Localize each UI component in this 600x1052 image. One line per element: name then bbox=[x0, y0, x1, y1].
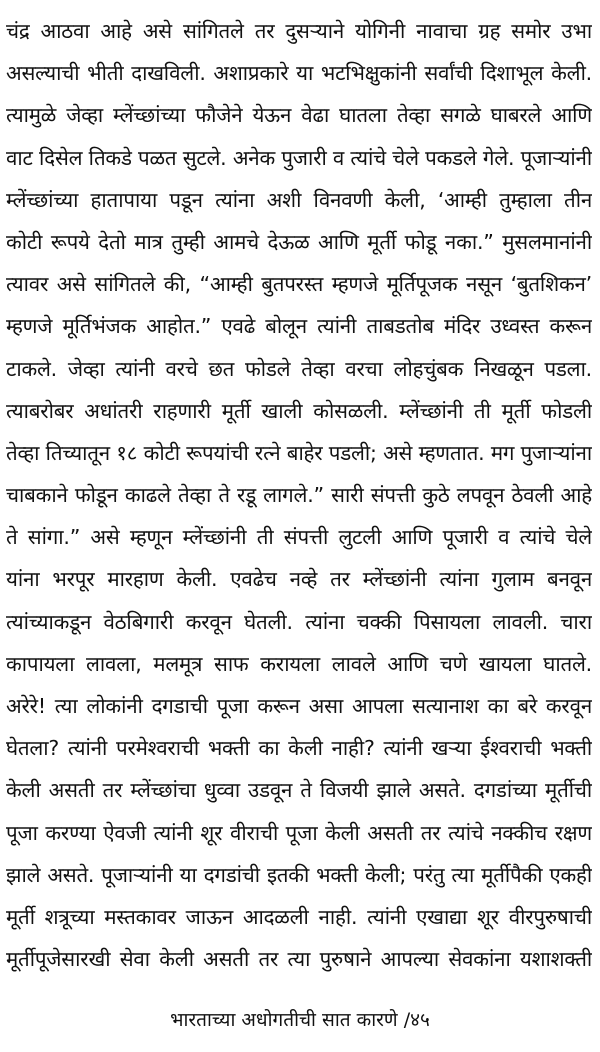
text-line: यांना भरपूर मारहाण केली. एवढेच नव्हे तर म्लेंच्छांनी त्यांना गुलाम बनवून bbox=[6, 567, 592, 592]
text-line: असल्याची भीती दाखविली. अशाप्रकारे या भटभिक्षुकांनी सर्वांची दिशाभूल केली. bbox=[6, 61, 592, 86]
text-line: म्लेंच्छांच्या हातापाया पडून त्यांना अशी विनवणी केली, ‘आम्ही तुम्हाला तीन bbox=[6, 187, 592, 212]
text-line: चंद्र आठवा आहे असे सांगितले तर दुसऱ्याने योगिनी नावाचा ग्रह समोर उभा bbox=[6, 19, 592, 43]
text-line: तेव्हा तिच्यातून १८ कोटी रूपयांची रत्ने बाहेर पडली; असे म्हणतात. मग पुजाऱ्यांना bbox=[6, 440, 592, 465]
text-line: ते सांगा.” असे म्हणून म्लेंच्छांनी ती संपत्ती लुटली आणि पूजारी व त्यांचे चेले bbox=[6, 525, 592, 550]
text-line: घेतला? त्यांनी परमेश्वराची भक्ती का केली नाही? त्यांनी खऱ्या ईश्वराची भक्ती bbox=[6, 736, 592, 761]
text-line: कापायला लावला, मलमूत्र साफ करायला लावले आणि चणे खायला घातले. bbox=[6, 651, 592, 676]
text-line: त्यांच्याकडून वेठबिगारी करवून घेतली. त्यांना चक्की पिसायला लावली. चारा bbox=[6, 609, 592, 634]
text-line: मूर्ती शत्रूच्या मस्तकावर जाऊन आदळली नाही. त्यांनी एखाद्या शूर वीरपुरुषाची bbox=[6, 904, 592, 929]
text-line: केली असती तर म्लेंच्छांचा धुव्वा उडवून ते विजयी झाले असते. दगडांच्या मूर्तीची bbox=[6, 778, 592, 803]
text-line: त्यावर असे सांगितले की, “आम्ही बुतपरस्त म्हणजे मूर्तिपूजक नसून ‘बुतशिकन’ bbox=[6, 272, 592, 297]
text-line: अरेरे! त्या लोकांनी दगडाची पूजा करून असा आपला सत्यानाश का बरे करवून bbox=[6, 694, 592, 718]
text-line: झाले असते. पूजाऱ्यांनी या दगडांची इतकी भक्ती केली; परंतु त्या मूर्तीपैकी एकही bbox=[6, 862, 592, 887]
page-footer: भारताच्या अधोगतीची सात कारणे /४५ bbox=[170, 1009, 430, 1031]
text-line: टाकले. जेव्हा त्यांनी वरचे छत फोडले तेव्हा वरचा लोहचुंबक निखळून पडला. bbox=[6, 356, 592, 381]
text-line: त्याबरोबर अधांतरी राहणारी मूर्ती खाली कोसळली. म्लेंच्छांनी ती मूर्ती फोडली bbox=[6, 398, 592, 423]
text-line: म्हणजे मूर्तिभंजक आहोत.” एवढे बोलून त्यांनी ताबडतोब मंदिर उध्वस्त करून bbox=[6, 314, 592, 339]
text-line: कोटी रूपये देतो मात्र तुम्ही आमचे देऊळ आणि मूर्ती फोडू नका.” मुसलमानांनी bbox=[6, 229, 592, 254]
text-line: पूजा करण्या ऐवजी त्यांनी शूर वीराची पूजा केली असती तर त्यांचे नक्कीच रक्षण bbox=[6, 820, 592, 845]
text-line: वाट दिसेल तिकडे पळत सुटले. अनेक पुजारी व त्यांचे चेले पकडले गेले. पूजाऱ्यांनी bbox=[6, 145, 592, 170]
text-line: मूर्तीपूजेसारखी सेवा केली असती तर त्या पुरुषाने आपल्या सेवकांना यशाशक्ती bbox=[6, 947, 592, 972]
text-line: चाबकाने फोडून काढले तेव्हा ते रडू लागले.” सारी संपत्ती कुठे लपवून ठेवली आहे bbox=[6, 483, 592, 508]
body-text bbox=[6, 10, 592, 980]
text-line: त्यामुळे जेव्हा म्लेंच्छांच्या फौजेने येऊन वेढा घातला तेव्हा सगळे घाबरले आणि bbox=[6, 103, 592, 128]
